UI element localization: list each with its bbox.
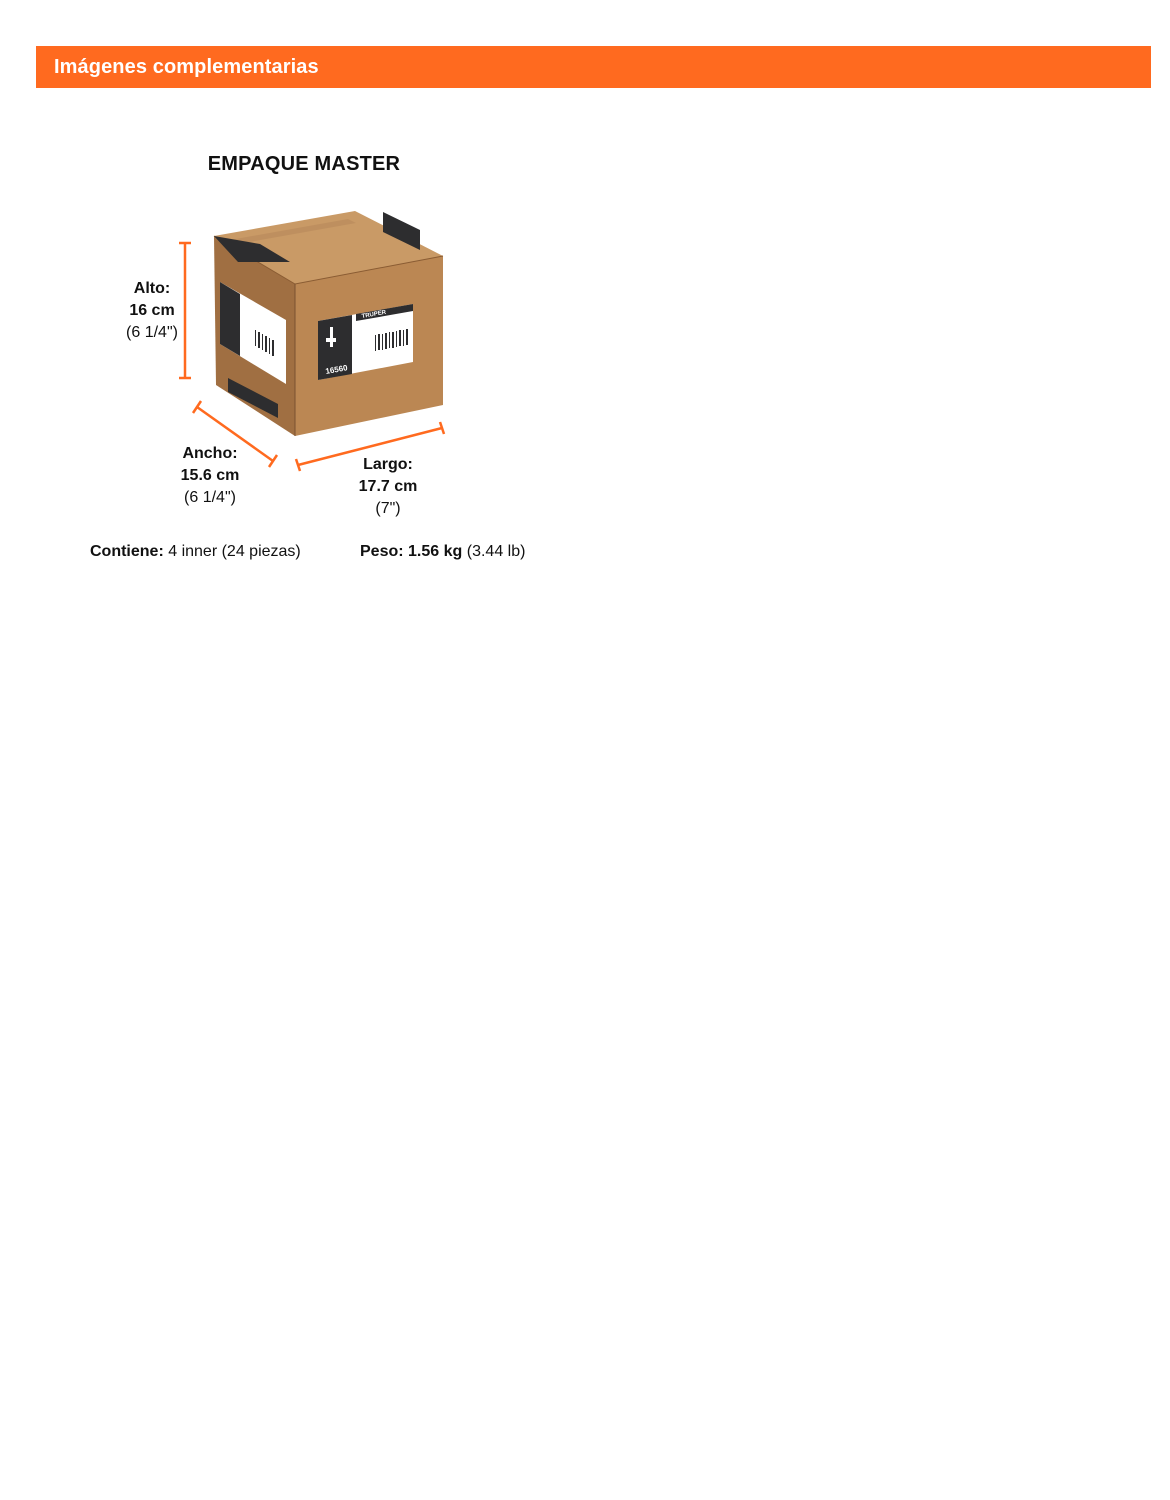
weight-label: Peso:: [360, 543, 404, 560]
width-value: 15.6 cm: [180, 467, 240, 484]
contents-label: Contiene:: [90, 543, 164, 560]
weight-info: [360, 543, 525, 561]
height-label: Alto:: [133, 280, 171, 297]
cardboard-box: [214, 211, 443, 436]
height-dimension: [113, 278, 191, 344]
length-value: 17.7 cm: [358, 478, 418, 495]
box-brand-name: TRUPER: [361, 309, 387, 320]
box-product-code: 16560: [324, 363, 349, 376]
contents-value: 4 inner (24 piezas): [168, 543, 301, 560]
section-title: Imágenes complementarias: [54, 56, 319, 78]
height-imperial: (6 1/4"): [126, 324, 178, 341]
weight-imperial: (3.44 lb): [466, 543, 526, 560]
height-value: 16 cm: [129, 302, 175, 319]
weight-value: 1.56 kg: [408, 543, 463, 560]
length-imperial: (7"): [375, 500, 401, 517]
package-title: EMPAQUE MASTER: [207, 153, 401, 175]
width-label: Ancho:: [182, 445, 238, 462]
width-imperial: (6 1/4"): [184, 489, 236, 506]
contents-info: [90, 543, 301, 561]
width-dimension: [170, 443, 250, 509]
length-label: Largo:: [363, 456, 413, 473]
length-dimension: [348, 454, 428, 520]
